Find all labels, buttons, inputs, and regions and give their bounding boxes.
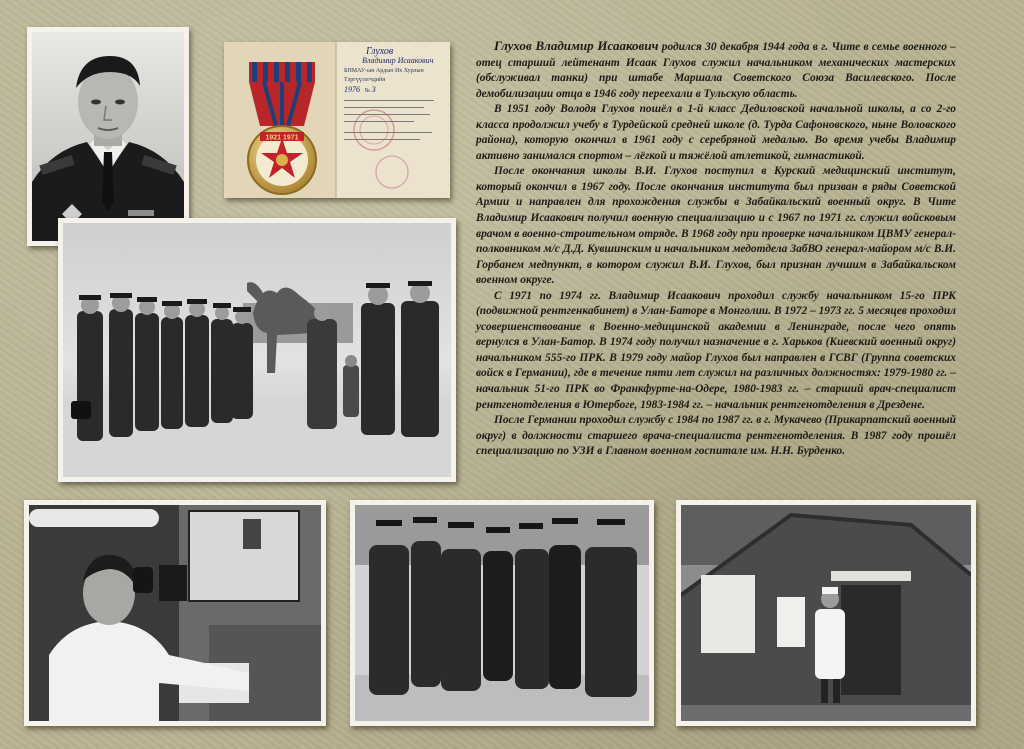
tent-photo	[676, 500, 976, 726]
certificate-year: 1976	[344, 85, 360, 94]
bio-paragraph-3: После окончания школы В.И. Глухов поступил в Курский медицинский институт, который окончил в 1967 году. После окончания института был призван в ряды Советской Армии и направлен для прохождения службы в Забайкальский военный округ. В Чите Владимир Исаакович получил военную специализацию и с 1967 по 1971 гг. служил войсковым врачом в военно-строительном отряде. В 1968 году при проверке начальником ЦВМУ генерал-полковником м/с Д.Д. Кувшинским и начальником медотдела ЗабВО генерал-майором м/с В.И. Горбанем медпункт, в котором служил В.И. Глухов, был признан лучшим в Забайкальском военном округе.	[476, 165, 956, 287]
bio-paragraph-5: После Германии проходил службу с 1984 по 1987 гг. в г. Мукачево (Прикарпатский военный округ) в должности старшего врача-специалиста рентгенотделения. В 1987 году прошёл специализацию по УЗИ в Главном военном госпитале им. Н.Н. Бурденко.	[476, 414, 957, 458]
xray-operator-image	[29, 505, 321, 721]
certificate-line-5	[344, 132, 432, 133]
certificate-line-2	[344, 107, 424, 108]
certificate-line-6	[344, 139, 420, 140]
bio-paragraph-4: С 1971 по 1974 гг. Владимир Исаакович проходил службу начальником 15-го ПРК (подвижной рентгенкабинет) в Улан-Баторе в Монголии. В 1972 – 1973 гг. 5 месяцев проходил усовершенствование в Военно-медицинской академии в Ленинграде, после чего опять вернулся в Улан-Батор. В 1974 году получил назначение в г. Харьков (Киевский военный округ) начальником 555-го ПРК. В 1979 году майор Глухов был направлен в ГСВГ (Группа советских войск в Германии), где в течение пяти лет служил на различных должностях: 1979-1980 гг. – начальник 51-го ПРК во Франкфурте-на-Одере, 1980-1983 гг. – старший врач-специалист рентгенотделения в Ютербоге, 1983-1984 гг. – начальник рентгенотделения в Дрездене.	[476, 289, 956, 411]
medal-years: 1921 1971	[265, 134, 299, 142]
certificate-line-1	[344, 100, 434, 101]
certificate-name-1: Глухов	[366, 46, 394, 57]
certificate-number: 3	[371, 85, 376, 94]
bio-paragraph-1-text: родился 30 декабря 1944 года в г. Чите в семье военного – отец старший лейтенант Исаак Глухов служил начальником механических мастерских (обслуживал танки) при штабе Маршала Советского Союза Василевского. После демобилизации отца в 1946 году переехали в Тульскую область.	[476, 41, 956, 100]
certificate-name-2: Владимир Исаакович	[362, 55, 434, 65]
certificate-line-4	[344, 121, 414, 122]
certificate-year-row: 1976 № 3	[344, 85, 376, 94]
bio-paragraph-2: В 1951 году Володя Глухов пошёл в 1-й класс Дедиловской начальной школы, а со 2-го класса продолжил учебу в Турдейской средней школе (д. Турда Сафоновского, ныне Воловского района), которую окончил в 1961 году с серебряной медалью. Во время учебы Владимир активно занимался спортом – лёгкой и тяжёлой атлетикой, гимнастикой.	[476, 103, 956, 162]
certificate-text	[344, 48, 444, 140]
certificate-line-3	[344, 114, 430, 115]
biography-text	[476, 38, 956, 488]
group-with-camel-photo	[58, 218, 456, 482]
bio-paragraph-1	[476, 38, 956, 102]
certificate-issuer: БНМАУ-ын Ардын Их Хурлын Тэргүүлэгчдийн	[344, 68, 424, 83]
medal-certificate	[224, 42, 450, 198]
xray-operator-photo	[24, 500, 326, 726]
portrait-image	[32, 32, 184, 241]
bio-name: Глухов Владимир Исаакович	[494, 38, 659, 53]
officers-group-image	[355, 505, 649, 721]
portrait-photo	[27, 27, 189, 246]
group-with-camel-image	[63, 223, 451, 477]
officers-group-photo	[350, 500, 654, 726]
tent-image	[681, 505, 971, 721]
